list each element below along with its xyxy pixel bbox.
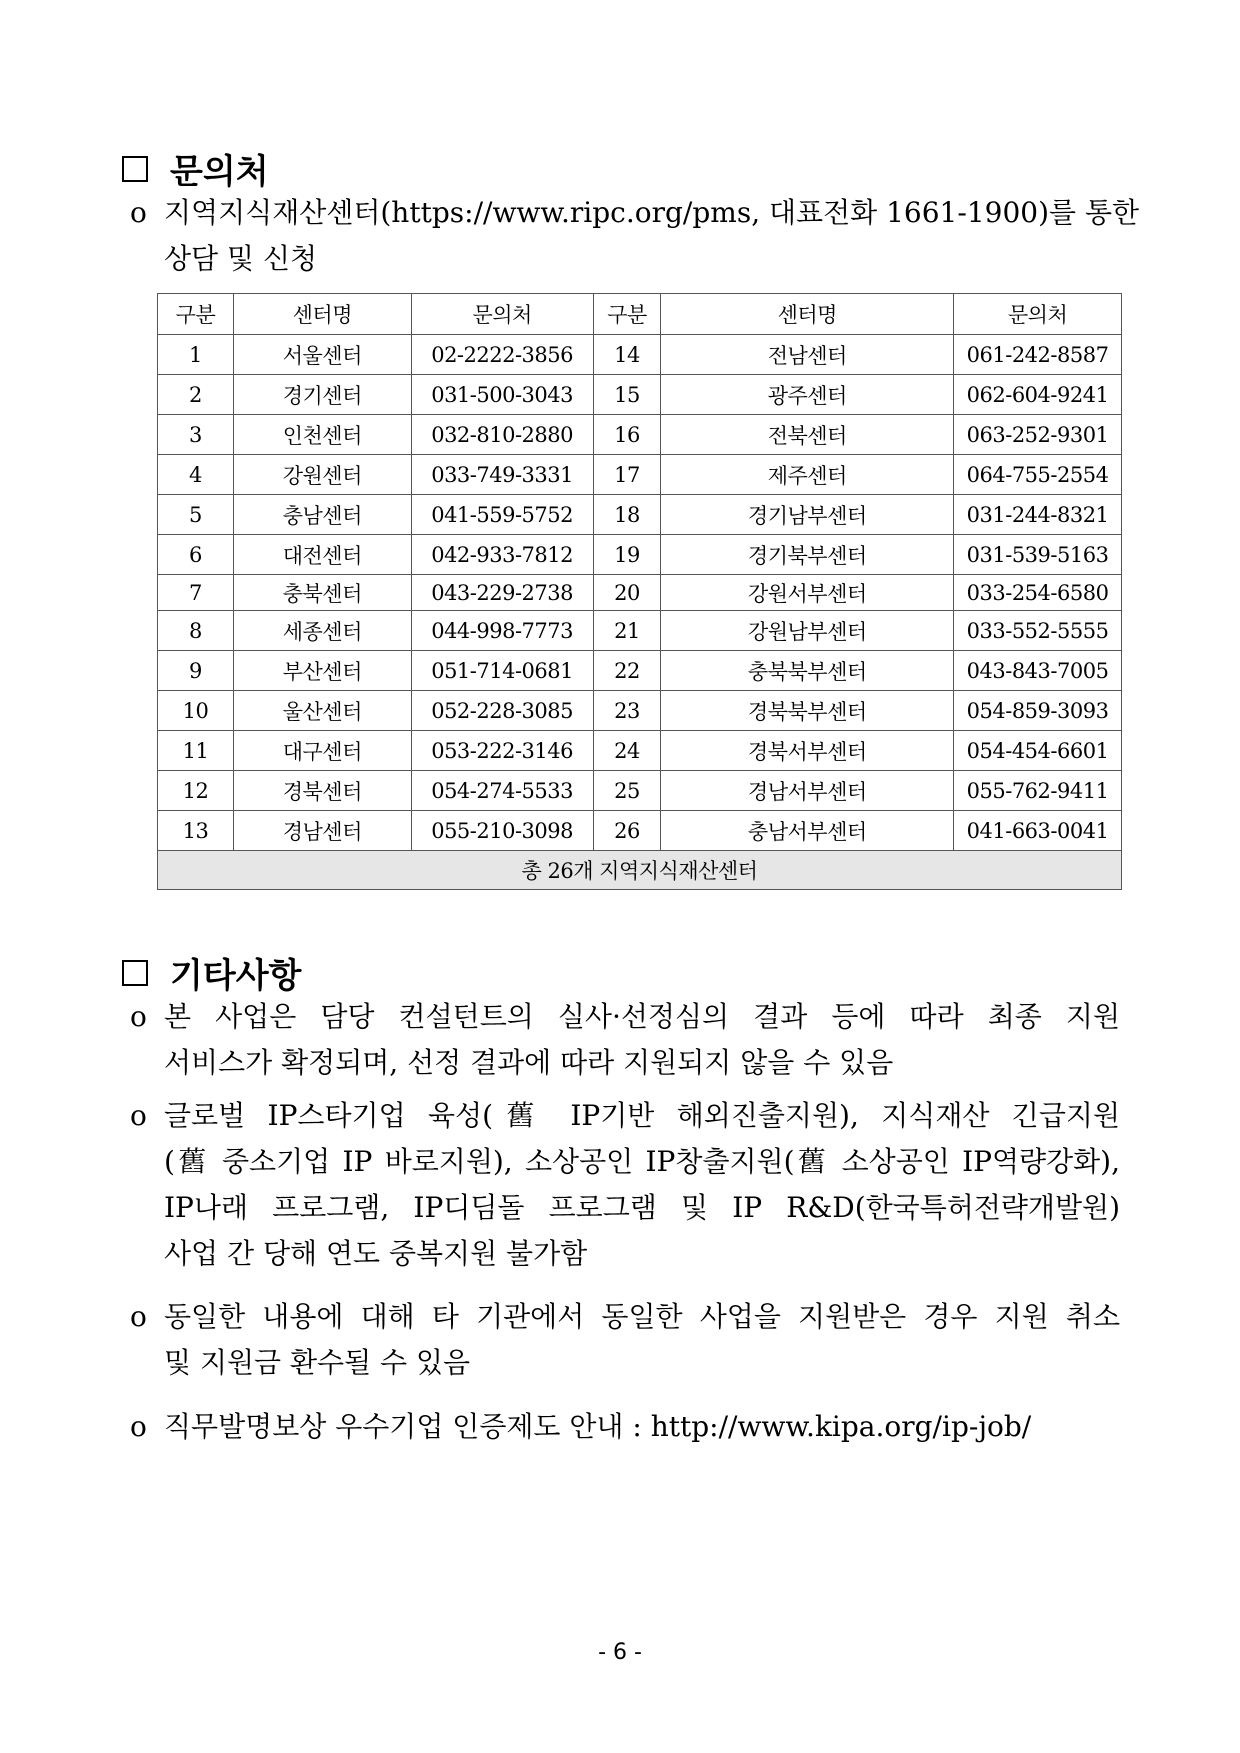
table-cell: 대구센터 <box>233 731 411 771</box>
table-cell: 052-228-3085 <box>411 691 593 731</box>
table-cell: 054-274-5533 <box>411 771 593 811</box>
bullet-line: 본 사업은 담당 컨설턴트의 실사·선정심의 결과 등에 따라 최종 지원 <box>164 1000 1120 1033</box>
section-title-text: 기타사항 <box>170 956 302 996</box>
table-cell: 043-229-2738 <box>411 575 593 611</box>
table-row <box>158 455 1122 495</box>
table-cell: 062-604-9241 <box>954 375 1122 415</box>
header-cell: 구분 <box>158 294 234 335</box>
table-cell: 2 <box>158 375 234 415</box>
checkbox-square-icon <box>122 156 148 182</box>
table-cell: 3 <box>158 415 234 455</box>
table-cell: 경북북부센터 <box>661 691 954 731</box>
table-cell: 063-252-9301 <box>954 415 1122 455</box>
header-cell: 문의처 <box>411 294 593 335</box>
table-cell: 충남서부센터 <box>661 811 954 851</box>
section-title-inquiry <box>122 144 269 193</box>
page-number: - 6 - <box>598 1640 642 1665</box>
table-cell: 경기센터 <box>233 375 411 415</box>
table-cell: 인천센터 <box>233 415 411 455</box>
bullet-line: 직무발명보상 우수기업 인증제도 안내 : http://www.kipa.org/ip-job/ <box>164 1410 1032 1443</box>
section-title-text: 문의처 <box>170 152 269 192</box>
table-cell: 031-500-3043 <box>411 375 593 415</box>
table-cell: 02-2222-3856 <box>411 335 593 375</box>
table-cell: 033-254-6580 <box>954 575 1122 611</box>
table-row <box>158 575 1122 611</box>
bullet-line: 서비스가 확정되며, 선정 결과에 따라 지원되지 않을 수 있음 <box>164 1046 894 1079</box>
table-cell: 041-559-5752 <box>411 495 593 535</box>
table-cell: 9 <box>158 651 234 691</box>
table-cell: 041-663-0041 <box>954 811 1122 851</box>
table-cell: 8 <box>158 611 234 651</box>
table-cell: 032-810-2880 <box>411 415 593 455</box>
table-cell: 14 <box>593 335 661 375</box>
bullet-line: (舊 중소기업 IP 바로지원), 소상공인 IP창출지원(舊 소상공인 IP역량강화), <box>164 1145 1120 1178</box>
table-cell: 경북센터 <box>233 771 411 811</box>
table-cell: 24 <box>593 731 661 771</box>
table-cell: 16 <box>593 415 661 455</box>
table-cell: 064-755-2554 <box>954 455 1122 495</box>
table-cell: 서울센터 <box>233 335 411 375</box>
header-cell: 문의처 <box>954 294 1122 335</box>
table-cell: 061-242-8587 <box>954 335 1122 375</box>
table-cell: 031-539-5163 <box>954 535 1122 575</box>
table-header-row <box>158 294 1122 335</box>
table-cell: 055-762-9411 <box>954 771 1122 811</box>
table-row <box>158 335 1122 375</box>
inquiry-bullet: o 지역지식재산센터(https://www.ripc.org/pms, 대표전화 1661-1900)를 통한 상담 및 신청 <box>130 190 1120 282</box>
table-cell: 033-749-3331 <box>411 455 593 495</box>
table-cell: 031-244-8321 <box>954 495 1122 535</box>
table-cell: 13 <box>158 811 234 851</box>
table-cell: 경남서부센터 <box>661 771 954 811</box>
bullet-line: 사업 간 당해 연도 중복지원 불가함 <box>164 1237 588 1270</box>
table-cell: 044-998-7773 <box>411 611 593 651</box>
table-cell: 053-222-3146 <box>411 731 593 771</box>
table-cell: 경기남부센터 <box>661 495 954 535</box>
table-cell: 강원서부센터 <box>661 575 954 611</box>
table-cell: 경기북부센터 <box>661 535 954 575</box>
table-cell: 충북센터 <box>233 575 411 611</box>
table-cell: 22 <box>593 651 661 691</box>
table-cell: 20 <box>593 575 661 611</box>
table-cell: 울산센터 <box>233 691 411 731</box>
table-cell: 전북센터 <box>661 415 954 455</box>
table-cell: 054-859-3093 <box>954 691 1122 731</box>
other-bullet-4: o 직무발명보상 우수기업 인증제도 안내 : http://www.kipa.org/ip-job/ <box>130 1404 1120 1450</box>
table-cell: 051-714-0681 <box>411 651 593 691</box>
table-cell: 전남센터 <box>661 335 954 375</box>
other-bullet-1: o 본 사업은 담당 컨설턴트의 실사·선정심의 결과 등에 따라 최종 지원 서비스가 확정되며, 선정 결과에 따라 지원되지 않을 수 있음 <box>130 994 1120 1086</box>
table-cell: 23 <box>593 691 661 731</box>
bullet-line: 지역지식재산센터(https://www.ripc.org/pms, 대표전화 1661-1900)를 통한 <box>164 196 1140 229</box>
table-cell: 21 <box>593 611 661 651</box>
bullet-line: 및 지원금 환수될 수 있음 <box>164 1346 471 1379</box>
table-cell: 강원남부센터 <box>661 611 954 651</box>
table-row <box>158 375 1122 415</box>
bullet-line: 글로벌 IP스타기업 육성(舊 IP기반 해외진출지원), 지식재산 긴급지원 <box>164 1099 1120 1132</box>
table-row <box>158 771 1122 811</box>
table-row <box>158 811 1122 851</box>
table-row <box>158 535 1122 575</box>
table-cell: 세종센터 <box>233 611 411 651</box>
table-cell: 5 <box>158 495 234 535</box>
table-cell: 경북서부센터 <box>661 731 954 771</box>
table-cell: 19 <box>593 535 661 575</box>
table-cell: 제주센터 <box>661 455 954 495</box>
header-cell: 구분 <box>593 294 661 335</box>
header-cell: 센터명 <box>661 294 954 335</box>
table-cell: 4 <box>158 455 234 495</box>
bullet-line: 동일한 내용에 대해 타 기관에서 동일한 사업을 지원받은 경우 지원 취소 <box>164 1300 1120 1333</box>
table-cell: 충남센터 <box>233 495 411 535</box>
table-cell: 광주센터 <box>661 375 954 415</box>
table-cell: 043-843-7005 <box>954 651 1122 691</box>
bullet-line: 상담 및 신청 <box>164 242 318 275</box>
table-cell: 055-210-3098 <box>411 811 593 851</box>
bullet-line: IP나래 프로그램, IP디딤돌 프로그램 및 IP R&D(한국특허전략개발원) <box>164 1191 1120 1224</box>
table-cell: 7 <box>158 575 234 611</box>
table-cell: 26 <box>593 811 661 851</box>
table-cell: 강원센터 <box>233 455 411 495</box>
table-cell: 충북북부센터 <box>661 651 954 691</box>
table-cell: 경남센터 <box>233 811 411 851</box>
table-row <box>158 691 1122 731</box>
table-cell: 대전센터 <box>233 535 411 575</box>
table-cell: 033-552-5555 <box>954 611 1122 651</box>
table-cell: 17 <box>593 455 661 495</box>
other-bullet-2: o 글로벌 IP스타기업 육성(舊 IP기반 해외진출지원), 지식재산 긴급지원 (舊 중소기업 IP 바로지원), 소상공인 IP창출지원(舊 소상공인 IP역량강화), IP나래 프로그램, IP디딤돌 프로그램 및 IP R&D(한국특허전략개발원) 사업 간 당해 연도 중복지원 불가함 <box>130 1093 1120 1277</box>
table-cell: 042-933-7812 <box>411 535 593 575</box>
table-cell: 1 <box>158 335 234 375</box>
center-contact-table <box>157 293 1122 890</box>
table-cell: 10 <box>158 691 234 731</box>
table-cell: 부산센터 <box>233 651 411 691</box>
other-bullet-3: o 동일한 내용에 대해 타 기관에서 동일한 사업을 지원받은 경우 지원 취소 및 지원금 환수될 수 있음 <box>130 1294 1120 1386</box>
table-cell: 054-454-6601 <box>954 731 1122 771</box>
table-cell: 25 <box>593 771 661 811</box>
table-cell: 15 <box>593 375 661 415</box>
table-cell: 6 <box>158 535 234 575</box>
table-row <box>158 611 1122 651</box>
table-footer-total: 총 26개 지역지식재산센터 <box>158 851 1122 890</box>
table-cell: 18 <box>593 495 661 535</box>
table-row <box>158 731 1122 771</box>
table-row <box>158 651 1122 691</box>
table-row <box>158 495 1122 535</box>
table-cell: 11 <box>158 731 234 771</box>
section-title-other <box>122 948 301 997</box>
table-row <box>158 415 1122 455</box>
header-cell: 센터명 <box>233 294 411 335</box>
checkbox-square-icon <box>122 960 148 986</box>
table-cell: 12 <box>158 771 234 811</box>
